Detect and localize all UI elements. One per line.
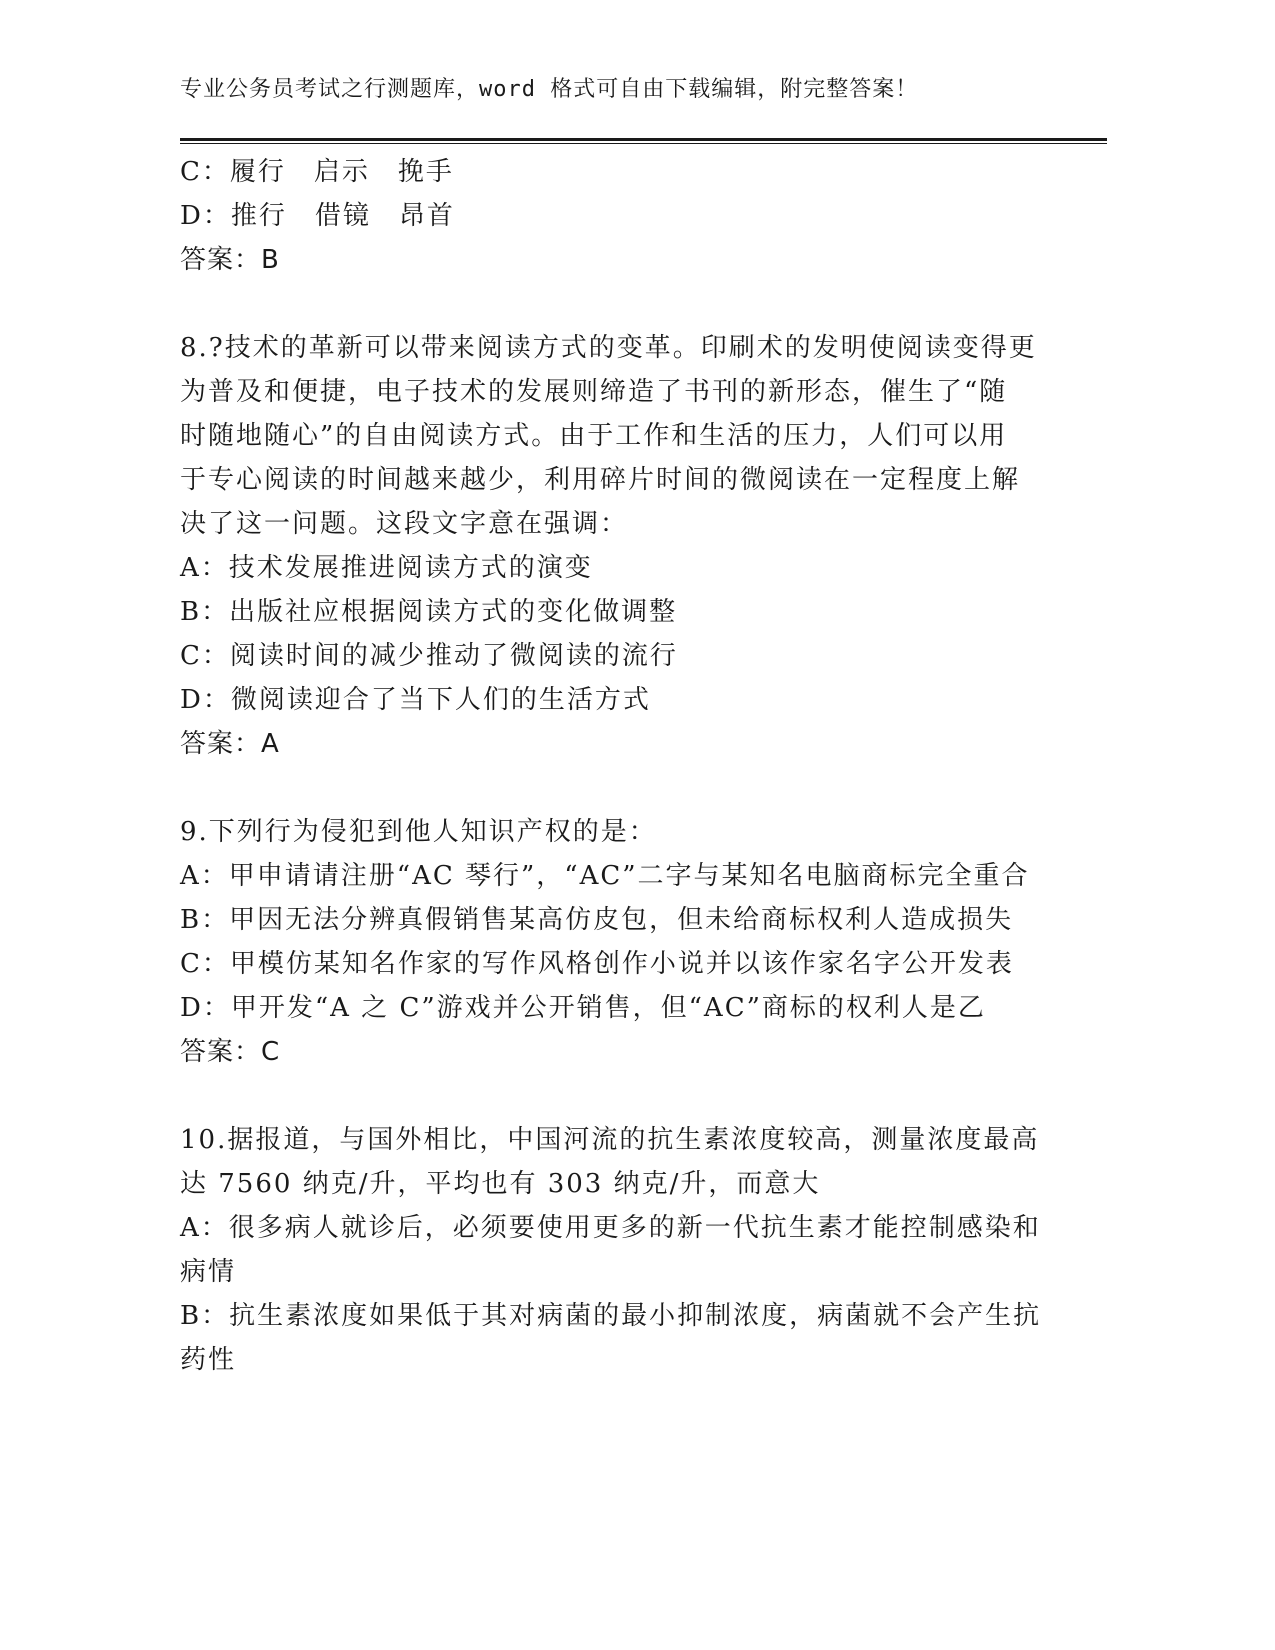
question-stem-line: 于专心阅读的时间越来越少，利用碎片时间的微阅读在一定程度上解 xyxy=(180,465,1021,495)
question-stem-line: 10.据报道，与国外相比，中国河流的抗生素浓度较高，测量浓度最高 xyxy=(180,1125,1040,1155)
option-b: B：出版社应根据阅读方式的变化做调整 xyxy=(180,597,678,627)
option-a-continued: 病情 xyxy=(180,1257,237,1287)
spacer xyxy=(180,766,1060,810)
option-c: C：履行 启示 挽手 xyxy=(180,157,454,187)
option-d: D：甲开发“A 之 C”游戏并公开销售，但“AC”商标的权利人是乙 xyxy=(180,993,986,1023)
option-a: A：技术发展推进阅读方式的演变 xyxy=(180,553,593,583)
option-b: B：甲因无法分辨真假销售某高仿皮包，但未给商标权利人造成损失 xyxy=(180,905,1014,935)
option-b-continued: 药性 xyxy=(180,1345,237,1375)
option-b: B：抗生素浓度如果低于其对病菌的最小抑制浓度，病菌就不会产生抗 xyxy=(180,1301,1042,1331)
answer-line: 答案：B xyxy=(180,245,280,275)
question-9 xyxy=(180,810,1060,1074)
question-stem-line: 达 7560 纳克/升，平均也有 303 纳克/升，而意大 xyxy=(180,1169,821,1199)
question-8 xyxy=(180,326,1060,766)
option-a: A：甲申请请注册“AC 琴行”，“AC”二字与某知名电脑商标完全重合 xyxy=(180,861,1030,891)
option-c: C：甲模仿某知名作家的写作风格创作小说并以该作家名字公开发表 xyxy=(180,949,1014,979)
question-stem-line: 时随地随心”的自由阅读方式。由于工作和生活的压力，人们可以用 xyxy=(180,421,1008,451)
question-stem-line: 8.?技术的革新可以带来阅读方式的变革。印刷术的发明使阅读变得更 xyxy=(180,333,1037,363)
spacer xyxy=(180,282,1060,326)
document-body xyxy=(180,150,1060,1382)
answer-line: 答案：A xyxy=(180,729,280,759)
question-7-tail xyxy=(180,150,1060,282)
spacer xyxy=(180,1074,1060,1118)
header-divider xyxy=(180,138,1107,144)
page-header-text: 专业公务员考试之行测题库，word 格式可自由下载编辑，附完整答案！ xyxy=(180,77,919,102)
question-stem: 9.下列行为侵犯到他人知识产权的是： xyxy=(180,817,657,847)
option-a: A：很多病人就诊后，必须要使用更多的新一代抗生素才能控制感染和 xyxy=(180,1213,1041,1243)
option-d: D：推行 借镜 昂首 xyxy=(180,201,455,231)
answer-line: 答案：C xyxy=(180,1037,281,1067)
question-10 xyxy=(180,1118,1060,1382)
question-stem-line: 决了这一问题。这段文字意在强调： xyxy=(180,509,629,539)
option-c: C：阅读时间的减少推动了微阅读的流行 xyxy=(180,641,678,671)
question-stem-line: 为普及和便捷，电子技术的发展则缔造了书刊的新形态，催生了“随 xyxy=(180,377,1008,407)
option-d: D：微阅读迎合了当下人们的生活方式 xyxy=(180,685,651,715)
